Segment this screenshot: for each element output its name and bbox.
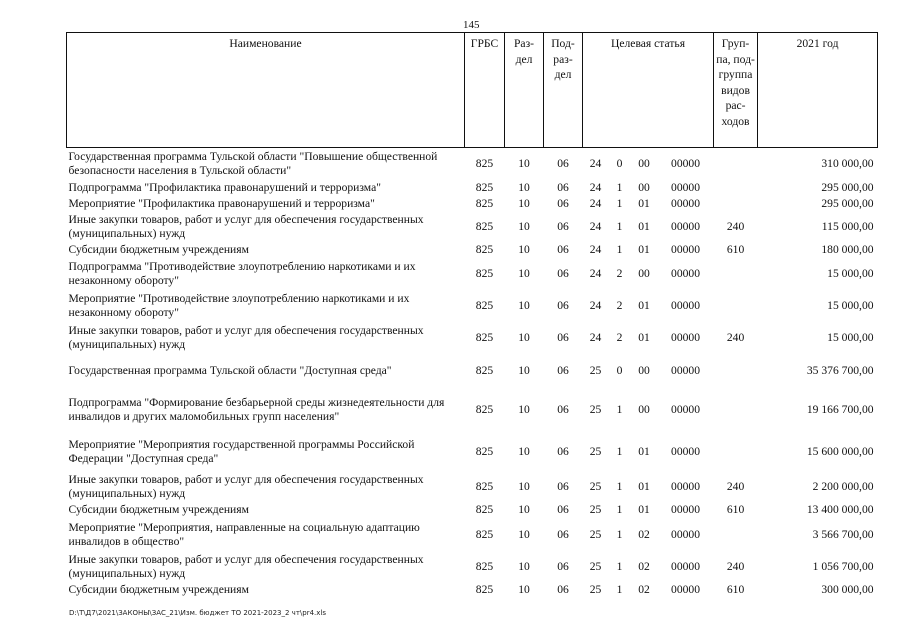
row-amount: 115 000,00 (821, 219, 874, 233)
row-grbs: 825 (475, 331, 494, 344)
row-expense-group: 240 (726, 219, 745, 233)
row-podrazdel: 06 (557, 243, 569, 256)
row-target-event: 00 (638, 267, 650, 280)
table-row (67, 196, 878, 212)
row-grbs: 825 (475, 243, 494, 256)
row-target-subprogram: 1 (616, 559, 623, 573)
row-grbs: 825 (475, 196, 494, 210)
row-target-direction: 00000 (671, 364, 701, 377)
row-target-program: 25 (589, 479, 602, 493)
row-expense-group: 610 (726, 503, 745, 516)
row-grbs: 825 (475, 402, 494, 416)
header-grbs (465, 33, 505, 148)
header-podrazdel (544, 33, 583, 148)
row-target-direction: 00000 (671, 180, 701, 194)
table-row (67, 582, 878, 599)
row-target-direction: 00000 (671, 503, 701, 516)
row-target-event: 00 (638, 402, 650, 416)
row-razdel: 10 (518, 298, 530, 312)
row-target-event: 01 (638, 196, 650, 210)
row-grbs: 825 (475, 219, 494, 233)
header-year-label: 2021 год (796, 37, 839, 50)
row-grbs: 825 (475, 298, 494, 312)
row-amount: 180 000,00 (821, 243, 874, 256)
row-amount: 19 166 700,00 (806, 402, 874, 416)
row-podrazdel: 06 (557, 364, 569, 377)
table-body (67, 148, 878, 599)
row-target-subprogram: 0 (616, 364, 623, 377)
row-target-program: 25 (589, 364, 602, 377)
row-name: Мероприятие "Мероприятия государственной программы Российской Федерации "Доступная среда" (68, 437, 415, 465)
header-expense-group (714, 33, 758, 148)
row-name: Субсидии бюджетным учреждениям (68, 503, 249, 516)
row-name: Мероприятие "Противодействие злоупотреблению наркотиками и их незаконному обороту" (68, 291, 410, 319)
row-target-program: 24 (589, 243, 602, 256)
table-row (67, 502, 878, 519)
row-target-subprogram: 1 (616, 219, 623, 233)
row-target-subprogram: 2 (616, 331, 623, 344)
row-podrazdel: 06 (557, 583, 569, 596)
row-expense-group: 240 (726, 331, 745, 344)
row-razdel: 10 (518, 402, 530, 416)
row-grbs: 825 (475, 559, 494, 573)
row-razdel: 10 (518, 156, 530, 170)
row-target-event: 01 (638, 444, 650, 458)
row-podrazdel: 06 (557, 331, 569, 344)
row-target-direction: 00000 (671, 156, 701, 170)
row-name: Субсидии бюджетным учреждениям (68, 243, 249, 256)
row-razdel: 10 (518, 583, 530, 596)
row-expense-group: 240 (726, 479, 745, 493)
table-row (67, 388, 878, 432)
row-amount: 15 600 000,00 (806, 444, 874, 458)
row-target-program: 24 (589, 298, 602, 312)
row-amount: 300 000,00 (821, 583, 874, 596)
row-target-event: 01 (638, 243, 650, 256)
row-target-event: 00 (638, 180, 650, 194)
row-podrazdel: 06 (557, 528, 569, 541)
row-target-subprogram: 1 (616, 180, 623, 194)
row-expense-group (714, 355, 758, 388)
row-target-subprogram: 1 (616, 583, 623, 596)
row-podrazdel: 06 (557, 156, 569, 170)
row-razdel: 10 (518, 364, 530, 377)
row-expense-group: 610 (726, 583, 745, 596)
row-target-subprogram: 1 (616, 503, 623, 516)
table-header-row (67, 33, 878, 148)
row-target-direction: 00000 (671, 479, 701, 493)
row-name: Подпрограмма "Профилактика правонарушений и терроризма" (68, 180, 381, 194)
row-expense-group (714, 180, 758, 196)
row-target-subprogram: 1 (616, 243, 623, 256)
row-razdel: 10 (518, 219, 530, 233)
row-name: Подпрограмма "Противодействие злоупотреблению наркотиками и их незаконному обороту" (68, 260, 416, 287)
row-amount: 295 000,00 (821, 180, 874, 194)
row-podrazdel: 06 (557, 444, 569, 458)
row-target-direction: 00000 (671, 267, 701, 280)
row-target-program: 25 (589, 444, 602, 458)
row-target-direction: 00000 (671, 219, 701, 233)
row-grbs: 825 (475, 503, 494, 516)
row-expense-group (714, 432, 758, 472)
row-razdel: 10 (518, 444, 530, 458)
row-name: Иные закупки товаров, работ и услуг для обеспечения государственных (муниципальных) нужд (68, 212, 424, 240)
row-amount: 1 056 700,00 (812, 559, 874, 573)
row-expense-group (714, 388, 758, 432)
row-podrazdel: 06 (557, 180, 569, 194)
row-expense-group: 610 (726, 243, 745, 256)
row-podrazdel: 06 (557, 479, 569, 493)
row-target-subprogram: 1 (616, 444, 623, 458)
row-grbs: 825 (475, 528, 494, 541)
row-target-subprogram: 1 (616, 528, 623, 541)
row-target-direction: 00000 (671, 331, 701, 344)
header-razdel (505, 33, 544, 148)
row-target-program: 25 (589, 503, 602, 516)
row-target-event: 01 (638, 298, 650, 312)
header-name (67, 33, 465, 148)
row-grbs: 825 (475, 156, 494, 170)
row-target-event: 02 (638, 583, 650, 596)
row-amount: 15 000,00 (827, 331, 874, 344)
row-amount: 13 400 000,00 (806, 503, 874, 516)
row-razdel: 10 (518, 196, 530, 210)
row-grbs: 825 (475, 180, 494, 194)
row-amount: 3 566 700,00 (812, 528, 874, 541)
row-name: Иные закупки товаров, работ и услуг для обеспечения государственных (муниципальных) нужд (68, 552, 424, 580)
row-grbs: 825 (475, 364, 494, 377)
table-row (67, 212, 878, 242)
header-name-label: Наименование (229, 37, 302, 50)
row-expense-group (714, 290, 758, 322)
row-target-event: 00 (638, 156, 650, 170)
header-grbs-label: ГРБС (470, 37, 499, 50)
row-target-direction: 00000 (671, 402, 701, 416)
row-amount: 35 376 700,00 (806, 364, 874, 377)
row-target-event: 01 (638, 479, 650, 493)
header-year (758, 33, 878, 148)
table-row (67, 432, 878, 472)
header-target-label: Целевая статья (611, 37, 686, 50)
row-target-program: 24 (589, 180, 602, 194)
row-target-subprogram: 1 (616, 196, 623, 210)
row-target-direction: 00000 (671, 528, 701, 541)
page-number: 145 (463, 19, 480, 31)
row-target-event: 02 (638, 559, 650, 573)
row-target-direction: 00000 (671, 444, 701, 458)
row-podrazdel: 06 (557, 196, 569, 210)
row-target-direction: 00000 (671, 196, 701, 210)
row-target-event: 02 (638, 528, 650, 541)
row-target-direction: 00000 (671, 559, 701, 573)
row-target-subprogram: 1 (616, 402, 623, 416)
row-name: Подпрограмма "Формирование безбарьерной среды жизнедеятельности для инвалидов и других маломобильных групп населения" (68, 395, 445, 423)
table-row (67, 322, 878, 355)
row-target-program: 25 (589, 583, 602, 596)
row-target-event: 01 (638, 331, 650, 344)
row-target-program: 24 (589, 196, 602, 210)
row-grbs: 825 (475, 479, 494, 493)
row-amount: 295 000,00 (821, 196, 874, 210)
row-target-subprogram: 2 (616, 298, 623, 312)
table-row (67, 355, 878, 388)
table-row (67, 180, 878, 196)
row-target-subprogram: 1 (616, 479, 623, 493)
header-expense-group-label: Груп- па, под- группа видов рас- ходов (716, 37, 755, 128)
row-target-program: 24 (589, 156, 602, 170)
row-razdel: 10 (518, 180, 530, 194)
row-target-subprogram: 0 (616, 156, 623, 170)
row-name: Мероприятие "Мероприятия, направленные на социальную адаптацию инвалидов в общество" (68, 521, 420, 548)
row-razdel: 10 (518, 559, 530, 573)
row-expense-group (714, 196, 758, 212)
table-row (67, 519, 878, 552)
table-row (67, 552, 878, 582)
row-razdel: 10 (518, 267, 530, 280)
row-target-direction: 00000 (671, 298, 701, 312)
table-row (67, 472, 878, 502)
row-amount: 15 000,00 (827, 298, 874, 312)
row-target-program: 24 (589, 267, 602, 280)
table-row (67, 290, 878, 322)
row-podrazdel: 06 (557, 402, 569, 416)
row-grbs: 825 (475, 267, 494, 280)
table-row (67, 259, 878, 290)
row-razdel: 10 (518, 503, 530, 516)
row-target-program: 24 (589, 331, 602, 344)
row-name: Иные закупки товаров, работ и услуг для обеспечения государственных (муниципальных) нужд (68, 324, 424, 351)
row-name: Государственная программа Тульской области "Доступная среда" (68, 364, 392, 377)
row-razdel: 10 (518, 243, 530, 256)
row-target-program: 25 (589, 402, 602, 416)
row-name: Мероприятие "Профилактика правонарушений и терроризма" (68, 196, 375, 210)
row-target-direction: 00000 (671, 243, 701, 256)
row-grbs: 825 (475, 583, 494, 596)
row-target-event: 00 (638, 364, 650, 377)
table-row (67, 148, 878, 180)
row-amount: 310 000,00 (821, 156, 874, 170)
table-row (67, 242, 878, 259)
row-podrazdel: 06 (557, 503, 569, 516)
row-razdel: 10 (518, 479, 530, 493)
row-target-subprogram: 2 (616, 267, 623, 280)
row-target-program: 24 (589, 219, 602, 233)
row-target-program: 25 (589, 528, 602, 541)
row-target-event: 01 (638, 503, 650, 516)
row-grbs: 825 (475, 444, 494, 458)
row-target-program: 25 (589, 559, 602, 573)
row-podrazdel: 06 (557, 267, 569, 280)
row-razdel: 10 (518, 331, 530, 344)
row-expense-group (714, 259, 758, 290)
row-expense-group: 240 (726, 559, 745, 573)
header-razdel-label: Раз- дел (513, 37, 535, 66)
row-razdel: 10 (518, 528, 530, 541)
row-name: Субсидии бюджетным учреждениям (68, 583, 249, 596)
row-target-direction: 00000 (671, 583, 701, 596)
row-podrazdel: 06 (557, 298, 569, 312)
row-amount: 2 200 000,00 (812, 479, 874, 493)
budget-table (66, 32, 878, 599)
header-podrazdel-label: Под- раз- дел (551, 37, 575, 81)
row-amount: 15 000,00 (827, 267, 874, 280)
row-name: Иные закупки товаров, работ и услуг для обеспечения государственных (муниципальных) нужд (68, 472, 424, 500)
row-podrazdel: 06 (557, 559, 569, 573)
header-target-article (583, 33, 714, 148)
row-target-event: 01 (638, 219, 650, 233)
row-expense-group (714, 148, 758, 180)
file-path-footer: D:\Т\Д7\2021\ЗАКОНЫ\ЗАС_21\Изм. бюджет ТО 2021-2023_2 чт\pr4.xls (69, 609, 326, 617)
row-name: Государственная программа Тульской области "Повышение общественной безопасности населения в Тульской области" (68, 149, 438, 177)
row-podrazdel: 06 (557, 219, 569, 233)
row-expense-group (714, 519, 758, 552)
